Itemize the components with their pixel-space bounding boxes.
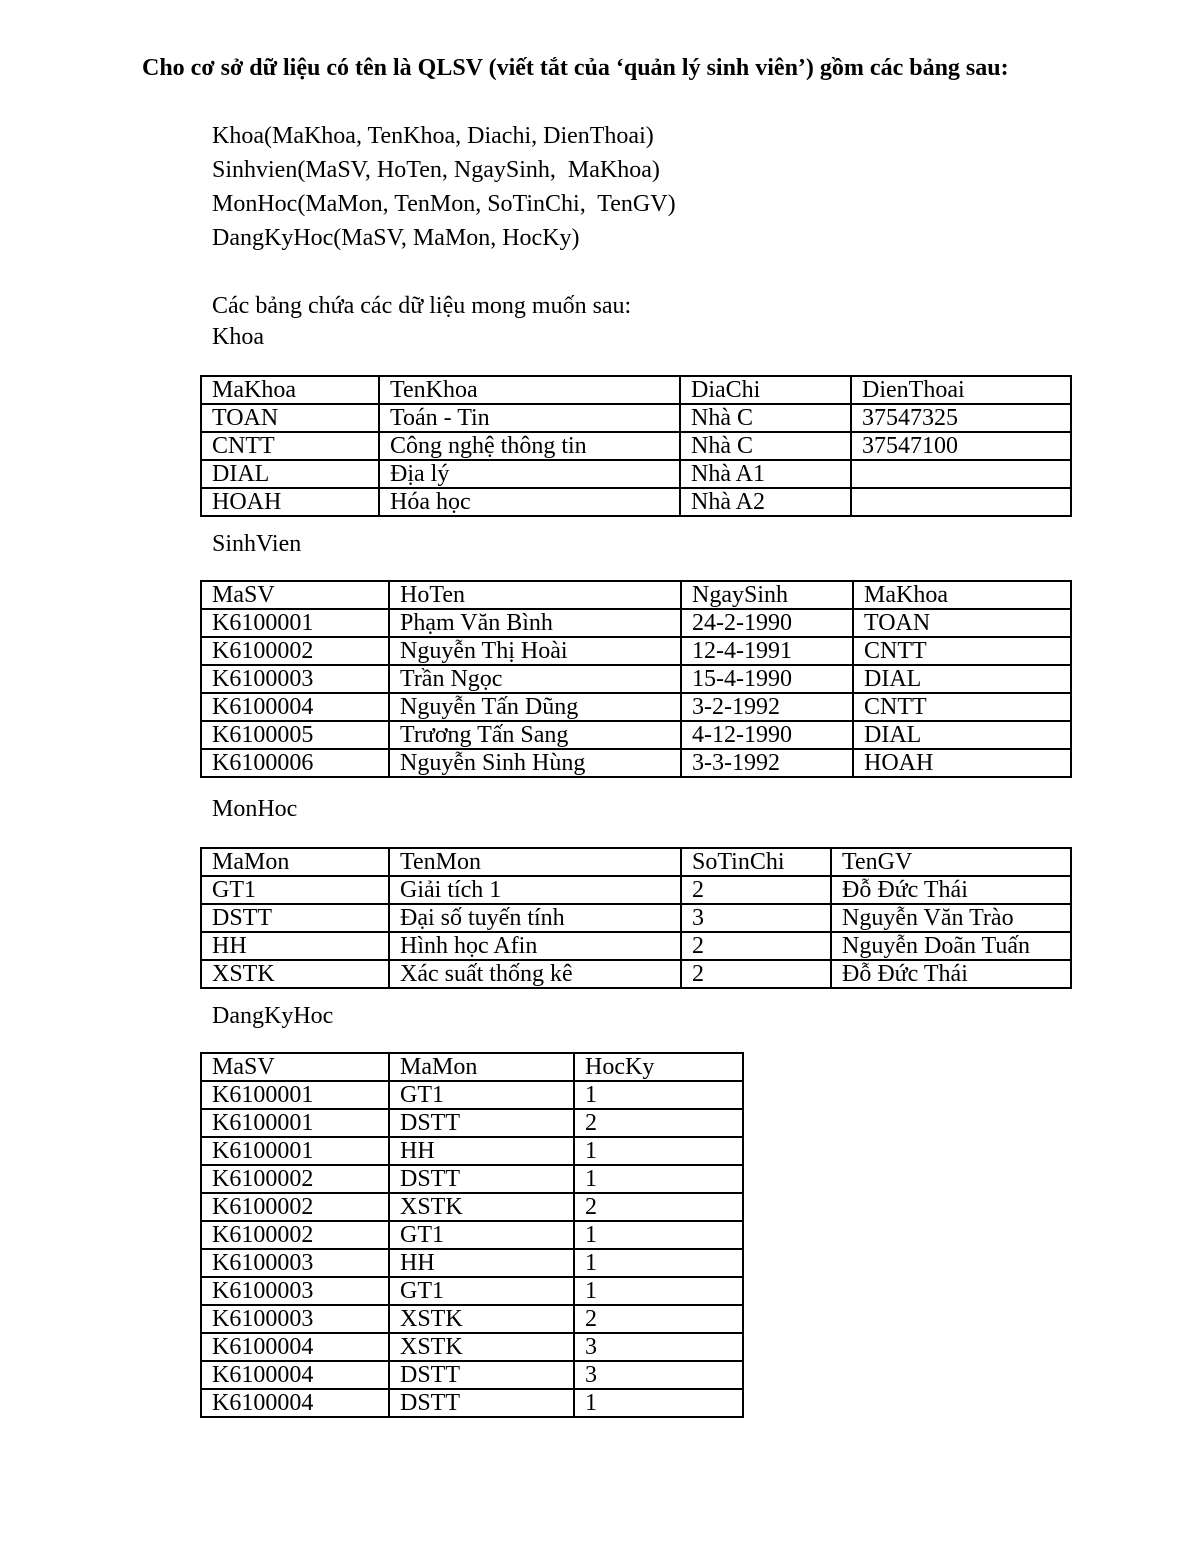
table-cell: K6100002 [201,1193,389,1221]
sinhvien-header-row [201,581,1071,609]
table-cell: 15-4-1990 [681,665,853,693]
table-cell: K6100004 [201,1361,389,1389]
table-cell: Nguyễn Thị Hoài [389,637,681,665]
table-cell: TOAN [853,609,1071,637]
table-cell: 24-2-1990 [681,609,853,637]
table-cell: DIAL [201,460,379,488]
table-cell: Phạm Văn Bình [389,609,681,637]
column-header: DiaChi [680,376,851,404]
table-cell: 2 [574,1109,743,1137]
table-cell: CNTT [853,693,1071,721]
schema-monhoc: MonHoc(MaMon, TenMon, SoTinChi, TenGV) [212,191,676,217]
table-row [201,1137,743,1165]
column-header: MaKhoa [201,376,379,404]
table-cell: DSTT [389,1109,574,1137]
table-row [201,432,1071,460]
column-header: MaSV [201,581,389,609]
table-cell: 3-2-1992 [681,693,853,721]
table-cell: 1 [574,1081,743,1109]
table-cell: DIAL [853,721,1071,749]
table-row [201,1389,743,1417]
caption-monhoc: MonHoc [212,796,298,822]
table-cell: 3 [574,1333,743,1361]
table-cell: 1 [574,1165,743,1193]
khoa-table [200,375,1072,517]
table-row [201,460,1071,488]
column-header: MaMon [389,1053,574,1081]
table-cell: 2 [681,960,831,988]
table-cell: K6100004 [201,1389,389,1417]
table-cell: 1 [574,1389,743,1417]
table-cell: Nguyễn Doãn Tuấn [831,932,1071,960]
table-row [201,693,1071,721]
table-row [201,1165,743,1193]
table-cell: K6100004 [201,693,389,721]
table-cell: Toán - Tin [379,404,680,432]
table-cell: GT1 [389,1081,574,1109]
table-cell: XSTK [389,1193,574,1221]
schema-list [212,119,676,323]
table-cell: K6100006 [201,749,389,777]
table-cell: DIAL [853,665,1071,693]
dangkyhoc-header-row [201,1053,743,1081]
table-row [201,1221,743,1249]
table-cell: 2 [574,1305,743,1333]
table-cell: K6100001 [201,1137,389,1165]
column-header: SoTinChi [681,848,831,876]
table-cell: 12-4-1991 [681,637,853,665]
table-row [201,665,1071,693]
table-cell: HH [389,1137,574,1165]
table-cell: 3 [681,904,831,932]
schema-spacer [212,255,676,289]
table-row [201,960,1071,988]
table-cell: Đỗ Đức Thái [831,876,1071,904]
table-cell: Hình học Afin [389,932,681,960]
table-cell: DSTT [389,1165,574,1193]
table-row [201,609,1071,637]
table-cell: XSTK [201,960,389,988]
table-cell: 3 [574,1361,743,1389]
table-cell: DSTT [389,1361,574,1389]
table-row [201,876,1071,904]
table-cell: K6100003 [201,1305,389,1333]
table-cell: K6100003 [201,665,389,693]
table-cell: GT1 [389,1221,574,1249]
table-row [201,932,1071,960]
table-cell: K6100002 [201,1221,389,1249]
table-cell: HH [201,932,389,960]
table-cell: 2 [574,1193,743,1221]
table-cell: K6100002 [201,1165,389,1193]
table-row [201,721,1071,749]
table-row [201,1249,743,1277]
caption-khoa: Khoa [212,324,264,350]
table-cell: DSTT [389,1389,574,1417]
table-cell: K6100001 [201,1109,389,1137]
table-row [201,1109,743,1137]
table-cell: K6100001 [201,609,389,637]
table-cell [851,488,1071,516]
table-cell: DSTT [201,904,389,932]
column-header: NgaySinh [681,581,853,609]
table-cell: Đỗ Đức Thái [831,960,1071,988]
table-cell: XSTK [389,1305,574,1333]
table-cell: 1 [574,1137,743,1165]
table-cell: Nguyễn Văn Trào [831,904,1071,932]
dangkyhoc-table [200,1052,744,1418]
table-cell: HOAH [201,488,379,516]
table-row [201,1361,743,1389]
table-cell: GT1 [389,1277,574,1305]
schema-sinhvien: Sinhvien(MaSV, HoTen, NgaySinh, MaKhoa) [212,157,660,183]
table-cell: 3-3-1992 [681,749,853,777]
table-row [201,904,1071,932]
column-header: TenMon [389,848,681,876]
monhoc-table [200,847,1072,989]
table-row [201,749,1071,777]
table-cell: TOAN [201,404,379,432]
table-cell: Nhà C [680,432,851,460]
table-cell: Địa lý [379,460,680,488]
column-header: DienThoai [851,376,1071,404]
table-cell: Xác suất thống kê [389,960,681,988]
table-row [201,1193,743,1221]
table-cell: 2 [681,876,831,904]
table-cell: 1 [574,1249,743,1277]
data-intro: Các bảng chứa các dữ liệu mong muốn sau: [212,293,632,319]
schema-dangkyhoc: DangKyHoc(MaSV, MaMon, HocKy) [212,225,580,251]
table-row [201,404,1071,432]
caption-dangkyhoc: DangKyHoc [212,1003,334,1029]
table-row [201,1333,743,1361]
table-cell: K6100003 [201,1277,389,1305]
table-cell: Nhà A2 [680,488,851,516]
table-cell: CNTT [853,637,1071,665]
table-cell: K6100004 [201,1333,389,1361]
column-header: HocKy [574,1053,743,1081]
table-cell: Nhà A1 [680,460,851,488]
table-cell: Nhà C [680,404,851,432]
column-header: MaMon [201,848,389,876]
table-cell: Trần Ngọc [389,665,681,693]
table-row [201,1277,743,1305]
table-row [201,1081,743,1109]
table-cell: 2 [681,932,831,960]
table-row [201,488,1071,516]
table-cell: 1 [574,1277,743,1305]
column-header: MaKhoa [853,581,1071,609]
table-cell: HH [389,1249,574,1277]
intro-paragraph: Cho cơ sở dữ liệu có tên là QLSV (viết tắt của ‘quản lý sinh viên’) gồm các bảng sau: [142,55,1009,81]
table-cell: Hóa học [379,488,680,516]
table-cell [851,460,1071,488]
table-row [201,1305,743,1333]
table-cell: Giải tích 1 [389,876,681,904]
table-cell: Nguyễn Sinh Hùng [389,749,681,777]
table-cell: Nguyễn Tấn Dũng [389,693,681,721]
table-cell: K6100005 [201,721,389,749]
sinhvien-table [200,580,1072,778]
table-cell: Trương Tấn Sang [389,721,681,749]
table-cell: 37547100 [851,432,1071,460]
table-cell: 4-12-1990 [681,721,853,749]
monhoc-header-row [201,848,1071,876]
table-cell: 37547325 [851,404,1071,432]
table-cell: 1 [574,1221,743,1249]
column-header: HoTen [389,581,681,609]
caption-sinhvien: SinhVien [212,531,302,557]
khoa-header-row [201,376,1071,404]
table-cell: Công nghệ thông tin [379,432,680,460]
schema-khoa: Khoa(MaKhoa, TenKhoa, Diachi, DienThoai) [212,123,654,149]
table-cell: Đại số tuyến tính [389,904,681,932]
table-cell: XSTK [389,1333,574,1361]
table-cell: GT1 [201,876,389,904]
table-cell: CNTT [201,432,379,460]
column-header: TenGV [831,848,1071,876]
column-header: TenKhoa [379,376,680,404]
table-cell: HOAH [853,749,1071,777]
column-header: MaSV [201,1053,389,1081]
table-cell: K6100001 [201,1081,389,1109]
table-row [201,637,1071,665]
table-cell: K6100002 [201,637,389,665]
table-cell: K6100003 [201,1249,389,1277]
